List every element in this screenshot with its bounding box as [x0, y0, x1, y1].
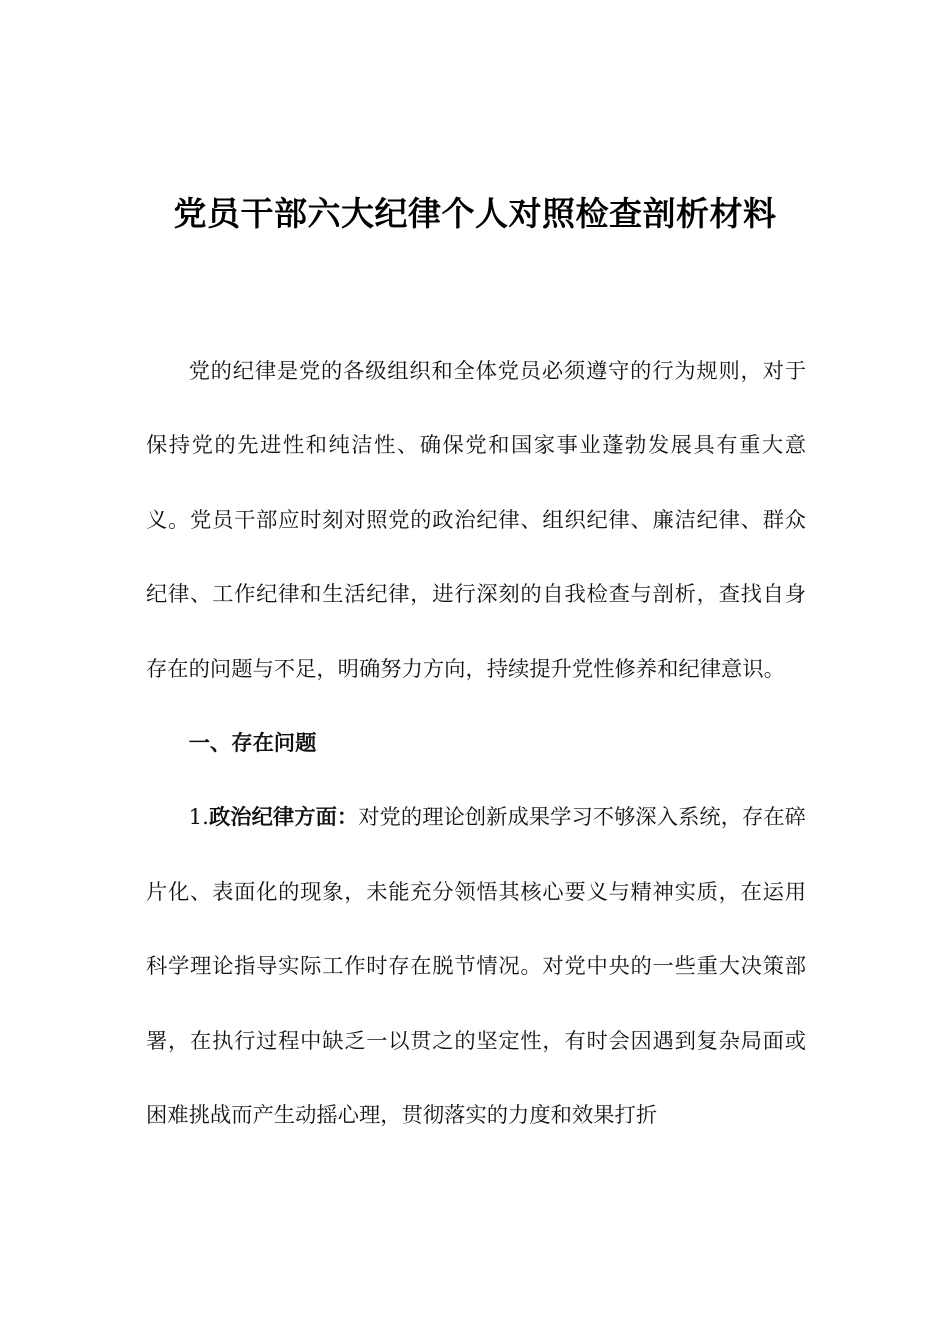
document-title: 党员干部六大纪律个人对照检查剖析材料	[173, 194, 777, 233]
intro-paragraph: 党的纪律是党的各级组织和全体党员必须遵守的行为规则，对于保持党的先进性和纯洁性、确保党和国家事业蓬勃发展具有重大意义。党员干部应时刻对照党的政治纪律、组织纪律、廉洁纪律、群众纪律、工作纪律和生活纪律，进行深刻的自我检查与剖析，查找自身存在的问题与不足，明确努力方向，持续提升党性修养和纪律意识。	[146, 359, 806, 682]
document-body	[146, 335, 806, 1153]
item-1-paragraph	[146, 781, 806, 1153]
item-1-text: 对党的理论创新成果学习不够深入系统，存在碎片化、表面化的现象，未能充分领悟其核心要义与精神实质，在运用科学理论指导实际工作时存在脱节情况。对党中央的一些重大决策部署，在执行过程中缺乏一以贯之的坚定性，有时会因遇到复杂局面或困难挑战而产生动摇心理，贯彻落实的力度和效果打折	[146, 805, 806, 1129]
item-1-label: 政治纪律方面：	[208, 805, 359, 831]
item-1-number: 1.	[188, 805, 209, 831]
section-heading-problems: 一、存在问题	[188, 731, 317, 757]
